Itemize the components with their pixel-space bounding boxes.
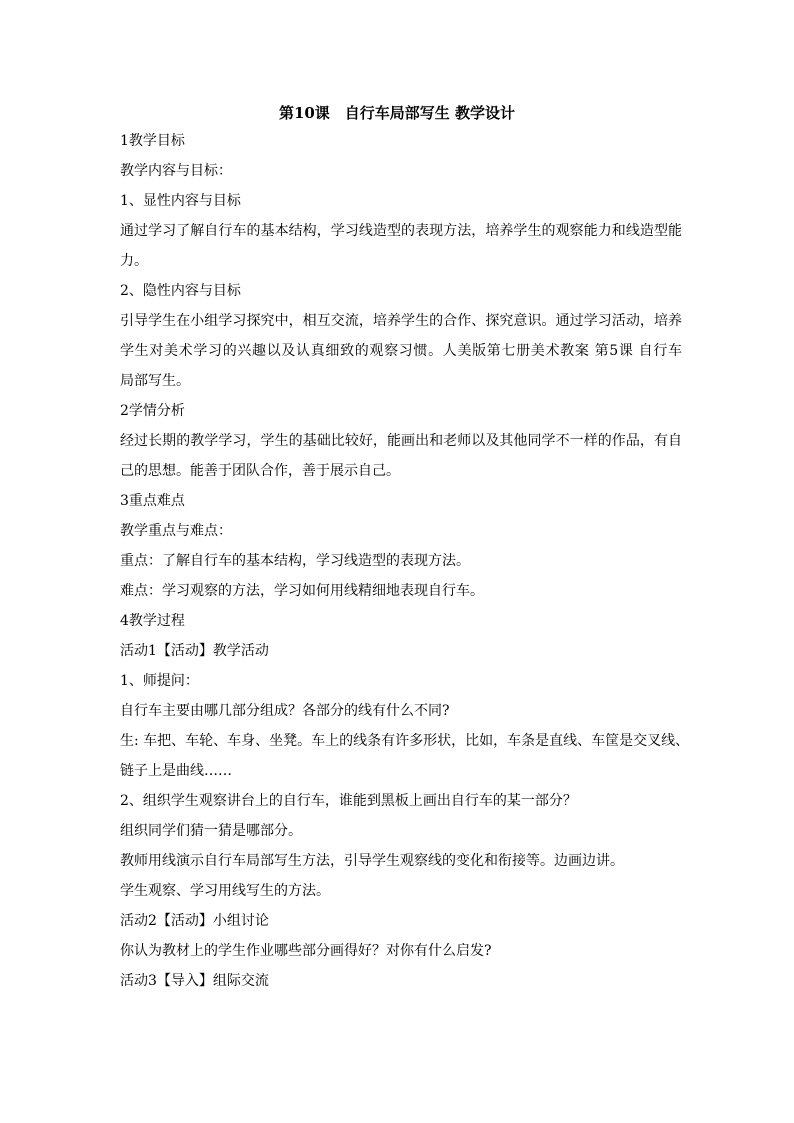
paragraph-line: 组织同学们猜一猜是哪部分。 [120,823,302,839]
subheading-explicit: 1、显性内容与目标 [120,193,241,209]
paragraph-line: 局部写生。 [120,373,190,389]
section-heading-keypoints: 3重点难点 [120,493,185,509]
section-heading-analysis: 2学情分析 [120,403,185,419]
paragraph-line: 难点：学习观察的方法，学习如何用线精细地表现自行车。 [120,583,484,599]
paragraph-line: 教学内容与目标： [120,163,232,179]
paragraph-line: 2、组织学生观察讲台上的自行车，谁能到黑板上画出自行车的某一部分？ [120,793,577,809]
paragraph-line: 你认为教材上的学生作业哪些部分画得好？对你有什么启发? [120,943,492,959]
paragraph-line: 引导学生在小组学习探究中，相互交流，培养学生的合作、探究意识。通过学习活动，培养 [120,313,682,329]
paragraph-line: 1、师提问： [120,673,199,689]
subheading-implicit: 2、隐性内容与目标 [120,283,241,299]
paragraph-line: 力。 [120,253,148,269]
activity-heading: 活动1【活动】教学活动 [120,643,269,659]
section-heading-process: 4教学过程 [120,613,185,629]
activity-heading: 活动3【导入】组际交流 [120,973,269,989]
document-body [120,130,690,1000]
paragraph-line: 自行车主要由哪几部分组成？各部分的线有什么不同? [120,703,450,719]
paragraph-line: 通过学习了解自行车的基本结构，学习线造型的表现方法，培养学生的观察能力和线造型能 [120,223,682,239]
paragraph-line: 教学重点与难点： [120,523,232,539]
paragraph-line: 经过长期的教学学习，学生的基础比较好，能画出和老师以及其他同学不一样的作品，有自 [120,433,682,449]
paragraph-line: 学生观察、学习用线写生的方法。 [120,883,330,899]
section-heading-objectives: 1教学目标 [120,133,185,149]
document-title: 第10课 自行车局部写生 教学设计 [278,104,516,122]
paragraph-line: 重点：了解自行车的基本结构，学习线造型的表现方法。 [120,553,470,569]
activity-heading: 活动2【活动】小组讨论 [120,913,269,929]
paragraph-line: 教师用线演示自行车局部写生方法，引导学生观察线的变化和衔接等。边画边讲。 [120,853,624,869]
paragraph-line: 生: 车把、车轮、车身、坐凳。车上的线条有许多形状，比如，车条是直线、车筐是交叉线、 [120,733,690,749]
paragraph-line: 己的思想。能善于团队合作，善于展示自己。 [120,463,400,479]
paragraph-line: 链子上是曲线…… [120,763,232,779]
paragraph-line: 学生对美术学习的兴趣以及认真细致的观察习惯。人美版第七册美术教案 第5课 自行车 [120,343,682,359]
